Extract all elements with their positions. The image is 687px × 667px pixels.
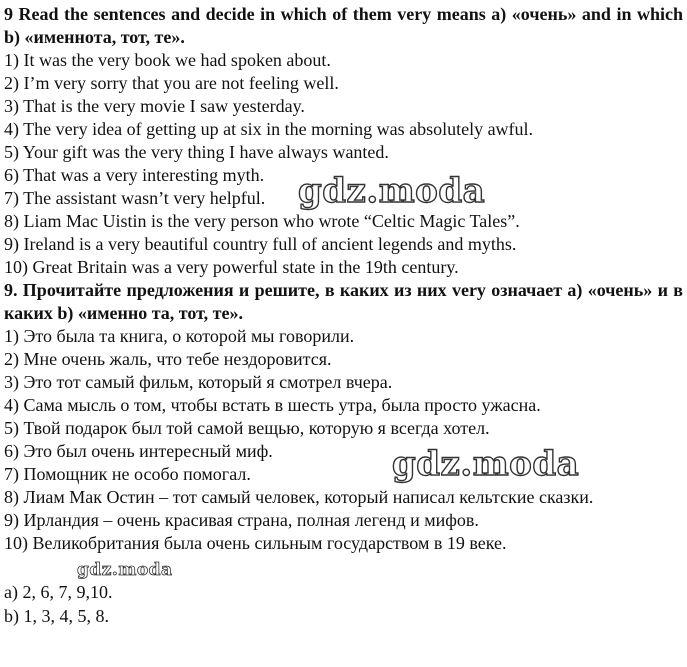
exercise-en-item-7: 7) The assistant wasn’t very helpful. [4, 188, 266, 208]
answers-block [4, 580, 112, 628]
exercise-en-item-6: 6) That was a very interesting myth. [4, 165, 265, 185]
exercise-en-item-8: 8) Liam Mac Uistin is the very person who wrote “Celtic Magic Tales”. [4, 211, 520, 231]
document-page [4, 3, 683, 555]
exercise-en-item-1: 1) It was the very book we had spoken about. [4, 50, 331, 70]
exercise-ru-item-7: 7) Помощник не особо помогал. [4, 464, 251, 484]
exercise-en-list [4, 49, 683, 279]
exercise-ru-item-10: 10) Великобритания была очень сильным государством в 19 веке. [4, 533, 507, 553]
exercise-ru-list [4, 325, 683, 555]
answer-a: а) 2, 6, 7, 9,10. [4, 582, 113, 602]
exercise-en-item-9: 9) Ireland is a very beautiful country full of ancient legends and myths. [4, 234, 517, 254]
exercise-ru-heading: 9. Прочитайте предложения и решите, в каких из них very означает а) «очень» и в каких b) «именно та, тот, те». [4, 280, 683, 323]
exercise-ru-item-9: 9) Ирландия – очень красивая страна, полная легенд и мифов. [4, 510, 479, 530]
watermark-gdz-moda-2: gdz.moda [392, 444, 580, 484]
exercise-en-item-4: 4) The very idea of getting up at six in the morning was absolutely awful. [4, 119, 534, 139]
exercise-ru-item-6: 6) Это был очень интересный миф. [4, 441, 273, 461]
watermark-gdz-moda-1: gdz.moda [298, 171, 486, 211]
answer-b: b) 1, 3, 4, 5, 8. [4, 606, 109, 626]
exercise-en-item-10: 10) Great Britain was a very powerful state in the 19th century. [4, 257, 459, 277]
exercise-ru-item-5: 5) Твой подарок был той самой вещью, которую я всегда хотел. [4, 418, 490, 438]
exercise-en-item-2: 2) I’m very sorry that you are not feeling well. [4, 73, 339, 93]
exercise-ru-item-4: 4) Сама мысль о том, чтобы встать в шесть утра, была просто ужасна. [4, 395, 541, 415]
watermark-gdz-moda-small: gdz.moda [77, 560, 173, 580]
exercise-en-item-3: 3) That is the very movie I saw yesterday. [4, 96, 305, 116]
exercise-ru-item-3: 3) Это тот самый фильм, который я смотрел вчера. [4, 372, 393, 392]
exercise-ru-item-1: 1) Это была та книга, о которой мы говорили. [4, 326, 355, 346]
exercise-ru-item-8: 8) Лиам Мак Остин – тот самый человек, который написал кельтские сказки. [4, 487, 594, 507]
exercise-en-heading: 9 Read the sentences and decide in which of them very means a) «очень» and in which b) «именнота, тот, те». [4, 4, 683, 47]
exercise-en-item-5: 5) Your gift was the very thing I have always wanted. [4, 142, 389, 162]
exercise-ru-item-2: 2) Мне очень жаль, что тебе нездоровится. [4, 349, 332, 369]
